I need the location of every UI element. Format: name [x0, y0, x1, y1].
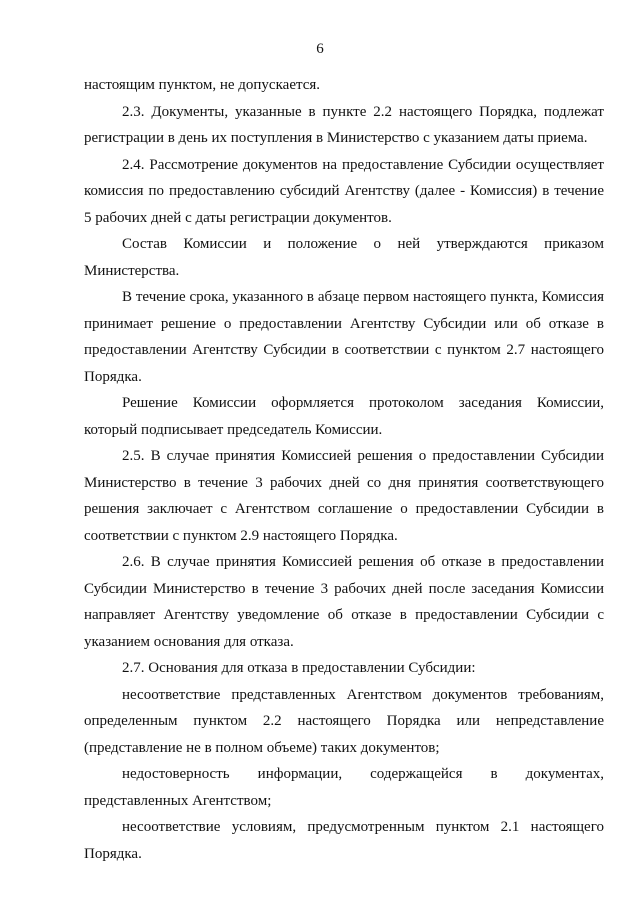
paragraph-2-4: 2.4. Рассмотрение документов на предоставление Субсидии осуществляет комиссия по предоставлению субсидий Агентству (далее - Комиссия) в течение 5 рабочих дней с даты регистрации документов. [84, 156, 604, 226]
paragraph-commission-decision-term: В течение срока, указанного в абзаце первом настоящего пункта, Комиссия принимает решение о предоставлении Агентству Субсидии или об отказе в предоставлении Агентству Субсидии в соответствии с пунктом 2.7 настоящего Порядка. [84, 289, 604, 385]
paragraph-2-7: 2.7. Основания для отказа в предоставлении Субсидии: [122, 660, 476, 676]
paragraph-2-3: 2.3. Документы, указанные в пункте 2.2 настоящего Порядка, подлежат регистрации в день их поступления в Министерство с указанием даты приема. [84, 103, 604, 146]
refusal-reason-item: несоответствие представленных Агентством документов требованиям, определенным пунктом 2.2 настоящего Порядка или непредставление (представление не в полном объеме) таких документов; [84, 686, 604, 756]
paragraph-2-6: 2.6. В случае принятия Комиссией решения об отказе в предоставлении Субсидии Министерство в течение 3 рабочих дней после заседания Комиссии направляет Агентству уведомление об отказе в предоставлении Субсидии с указанием основания для отказа. [84, 554, 604, 650]
paragraph-2-5: 2.5. В случае принятия Комиссией решения о предоставлении Субсидии Министерство в течение 3 рабочих дней со дня принятия соответствующего решения заключает с Агентством соглашение о предоставлении Субсидии в соответствии с пунктом 2.9 настоящего Порядка. [84, 448, 604, 544]
refusal-reason-item: недостоверность информации, содержащейся в документах, представленных Агентством; [84, 766, 604, 809]
page-number: 6 [316, 41, 324, 57]
refusal-reason-item: несоответствие условиям, предусмотренным пунктом 2.1 настоящего Порядка. [84, 819, 604, 862]
paragraph-commission-composition: Состав Комиссии и положение о ней утверждаются приказом Министерства. [84, 236, 604, 279]
paragraph-continuation: настоящим пунктом, не допускается. [84, 77, 321, 93]
document-body [84, 72, 604, 867]
paragraph-commission-protocol: Решение Комиссии оформляется протоколом заседания Комиссии, который подписывает председатель Комиссии. [84, 395, 604, 438]
